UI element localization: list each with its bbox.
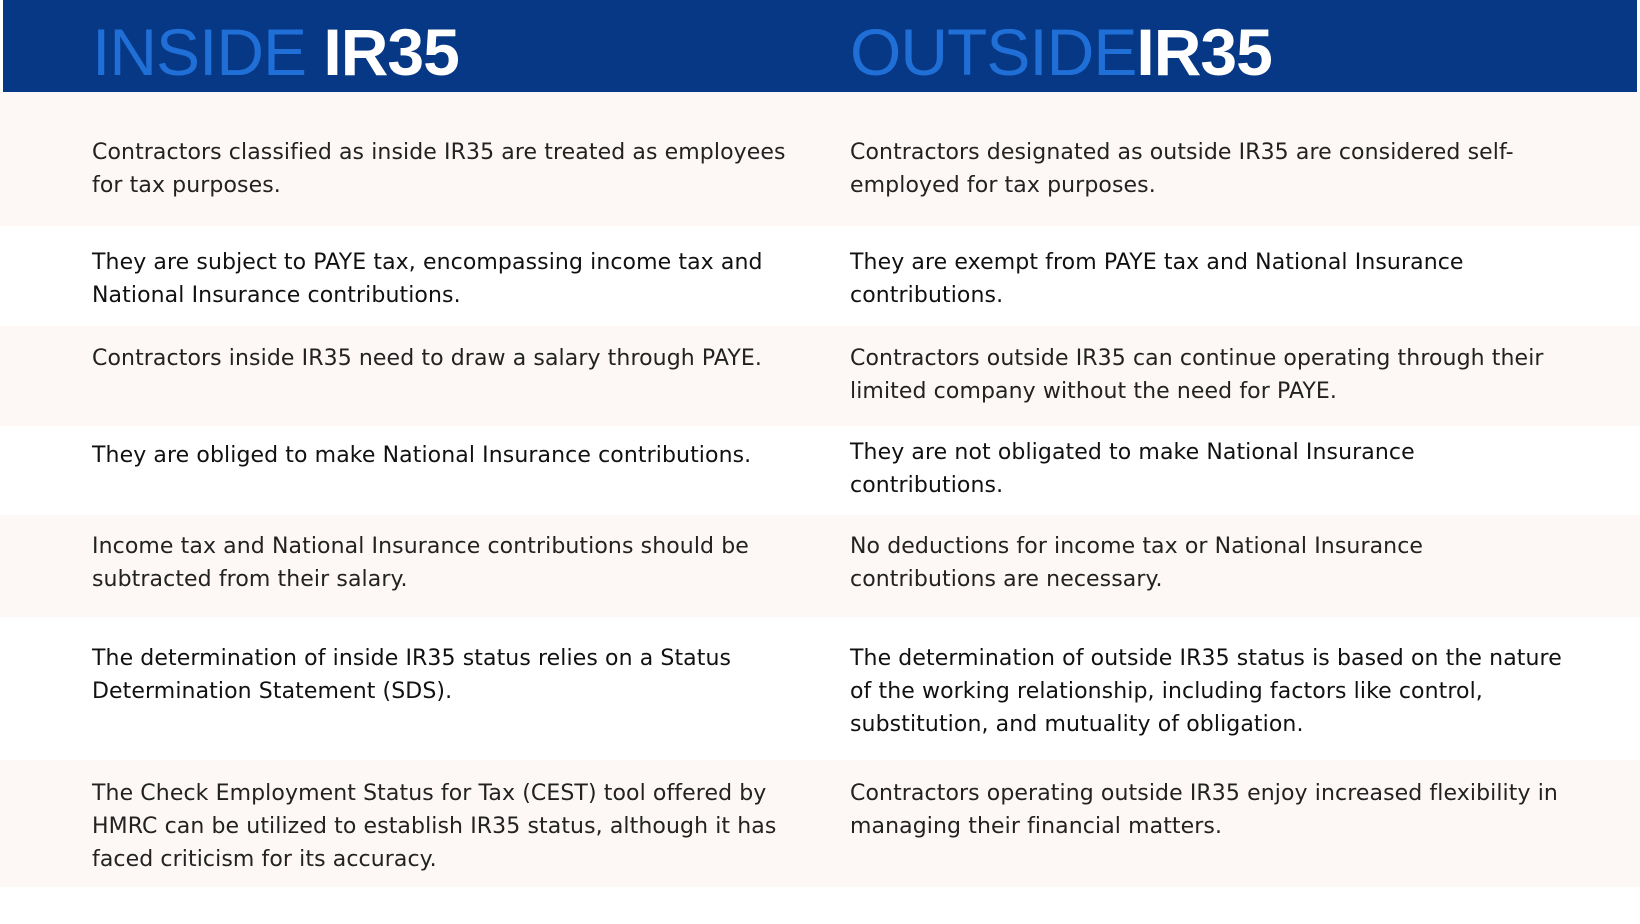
inside-ir35-heading [92, 14, 459, 90]
inside-row-text: They are obliged to make National Insurance contributions. [92, 443, 752, 468]
comparison-row [0, 92, 1640, 226]
outside-row-text: They are not obligated to make National Insurance contributions. [850, 440, 1415, 498]
inside-row-text: Contractors inside IR35 need to draw a salary through PAYE. [92, 346, 762, 371]
comparison-row [0, 617, 1640, 760]
comparison-row [0, 226, 1640, 326]
outside-heading-light: OUTSIDE [850, 15, 1137, 89]
inside-row-text: The Check Employment Status for Tax (CEST) tool offered by HMRC can be utilized to establish IR35 status, although it has faced criticism for its accuracy. [92, 781, 777, 872]
comparison-row [0, 760, 1640, 887]
inside-heading-bold: IR35 [323, 15, 459, 89]
comparison-row [0, 426, 1640, 515]
outside-heading-bold: IR35 [1136, 15, 1272, 89]
outside-row-text: The determination of outside IR35 status is based on the nature of the working relationship, including factors like control, substitution, and mutuality of obligation. [850, 646, 1562, 737]
comparison-row [0, 326, 1640, 426]
inside-heading-light: INSIDE [92, 15, 307, 89]
outside-row-text: Contractors outside IR35 can continue operating through their limited company without the need for PAYE. [850, 346, 1544, 404]
inside-row-text: Income tax and National Insurance contributions should be subtracted from their salary. [92, 534, 749, 592]
outside-row-text: They are exempt from PAYE tax and National Insurance contributions. [850, 250, 1464, 308]
inside-row-text: The determination of inside IR35 status relies on a Status Determination Statement (SDS). [92, 646, 732, 704]
outside-row-text: Contractors designated as outside IR35 are considered self-employed for tax purposes. [850, 140, 1514, 198]
comparison-row [0, 515, 1640, 617]
outside-row-text: Contractors operating outside IR35 enjoy increased flexibility in managing their financial matters. [850, 781, 1558, 839]
inside-row-text: They are subject to PAYE tax, encompassing income tax and National Insurance contributions. [92, 250, 763, 308]
outside-ir35-heading [850, 14, 1272, 90]
inside-row-text: Contractors classified as inside IR35 are treated as employees for tax purposes. [92, 140, 786, 198]
outside-row-text: No deductions for income tax or National Insurance contributions are necessary. [850, 534, 1424, 592]
